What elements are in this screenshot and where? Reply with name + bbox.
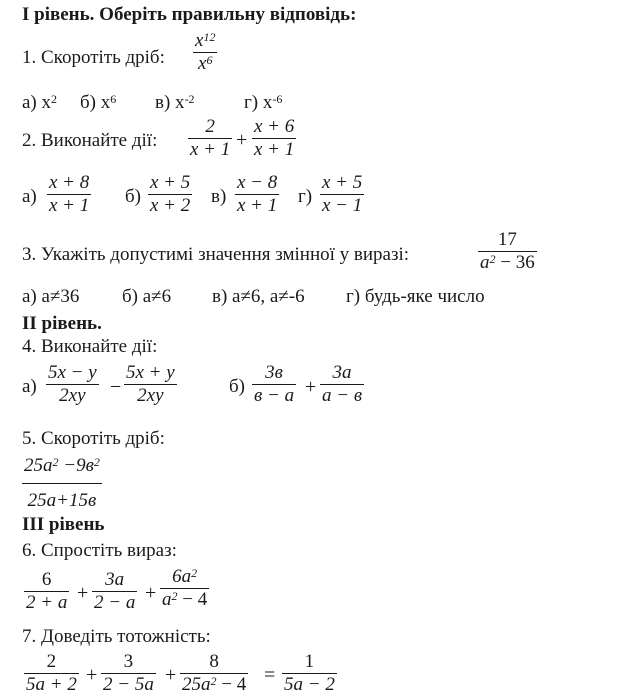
q2-answer-a: $\frac{x + 8}{x + 1}$ xyxy=(49,172,90,216)
q3-answer-a: а) а≠36 xyxy=(22,286,80,307)
q1-answer-c: в) $x^{-2}$ xyxy=(155,92,195,113)
q4-b-plus: + xyxy=(305,376,317,398)
q7-fraction-1: $\frac{2}{5a + 2}$ xyxy=(26,651,77,695)
q2-answer-a-label: а) xyxy=(22,186,37,207)
q2-answer-d-label: г) xyxy=(298,186,313,207)
q6-fraction-2: $\frac{3a}{2 - a}$ xyxy=(94,569,136,613)
q7-fraction-3: $\frac{8}{25a^2 - 4}$ xyxy=(182,651,247,695)
q7-plus-2: + xyxy=(165,664,177,686)
q1-answer-a: а) $x^2$ xyxy=(22,92,58,113)
q4-text: 4. Виконайте дії: xyxy=(22,336,158,357)
q4-b-fraction-2: 3а а − в xyxy=(322,362,363,406)
q6-fraction-3: $\frac{6a^2}{a^2 - 4}$ xyxy=(162,566,208,610)
q2-answer-c: $\frac{x - 8}{x + 1}$ xyxy=(237,172,278,216)
q4-b-fraction-1: 3в в − а xyxy=(254,362,295,406)
q2-fraction-1: $\frac{2}{x + 1}$ xyxy=(190,116,231,160)
q6-plus-1: + xyxy=(77,582,89,604)
level1-heading: I рівень. Оберіть правильну відповідь: xyxy=(22,4,357,25)
q3-answer-c: в) а≠6, а≠-6 xyxy=(212,286,305,307)
level2-heading: II рівень. xyxy=(22,313,102,334)
q4-a-fraction-1: $\frac{5x - y}{2xy}$ xyxy=(48,362,97,406)
q5-fraction: $25a^2 -9в^2$ 25a+15в xyxy=(24,455,100,511)
q3-text: 3. Укажіть допустимі значення змінної у виразі: xyxy=(22,244,410,265)
q3-answer-d: г) будь-яке число xyxy=(346,286,485,307)
q7-fraction-result: $\frac{1}{5a - 2}$ xyxy=(284,651,335,695)
q4-a-fraction-2: $\frac{5x + y}{2xy}$ xyxy=(126,362,175,406)
q1-num: x xyxy=(195,30,204,51)
q1-den: x xyxy=(198,53,207,74)
q7-plus-1: + xyxy=(86,664,98,686)
level3-heading: III рівень xyxy=(22,514,105,535)
q2-plus: + xyxy=(236,129,248,151)
q1-fraction: $\frac{x^{12}}{x^6}$ xyxy=(195,30,216,74)
q6-fraction-1: $\frac{6}{2 + a}$ xyxy=(26,569,68,613)
q5-text: 5. Скоротіть дріб: xyxy=(22,428,165,449)
q3-answer-b: б) а≠6 xyxy=(122,286,172,307)
q3-fraction: $\frac{17}{a^2 - 36}$ xyxy=(480,229,535,273)
q4-a-minus: − xyxy=(110,376,122,398)
q1-text: 1. Скоротіть дріб: xyxy=(22,47,165,68)
q2-fraction-2: $\frac{x + 6}{x + 1}$ xyxy=(254,116,295,160)
q1-answer-b: б) $x^6$ xyxy=(80,92,117,113)
q6-plus-2: + xyxy=(145,582,157,604)
q4-b-label: б) xyxy=(229,376,245,397)
q2-text: 2. Виконайте дії: xyxy=(22,130,158,151)
q4-a-label: а) xyxy=(22,376,37,397)
q7-equals: = xyxy=(264,664,276,686)
q1-answer-d: г) $x^{-6}$ xyxy=(244,92,283,113)
q2-answer-b-label: б) xyxy=(125,186,141,207)
q2-answer-b: $\frac{x + 5}{x + 2}$ xyxy=(150,172,191,216)
q2-answer-c-label: в) xyxy=(211,186,227,207)
q6-text: 6. Спростіть вираз: xyxy=(22,540,177,561)
q7-fraction-2: $\frac{3}{2 - 5a}$ xyxy=(103,651,154,695)
q7-text: 7. Доведіть тотожність: xyxy=(22,626,211,647)
q2-answer-d: $\frac{x + 5}{x - 1}$ xyxy=(322,172,363,216)
